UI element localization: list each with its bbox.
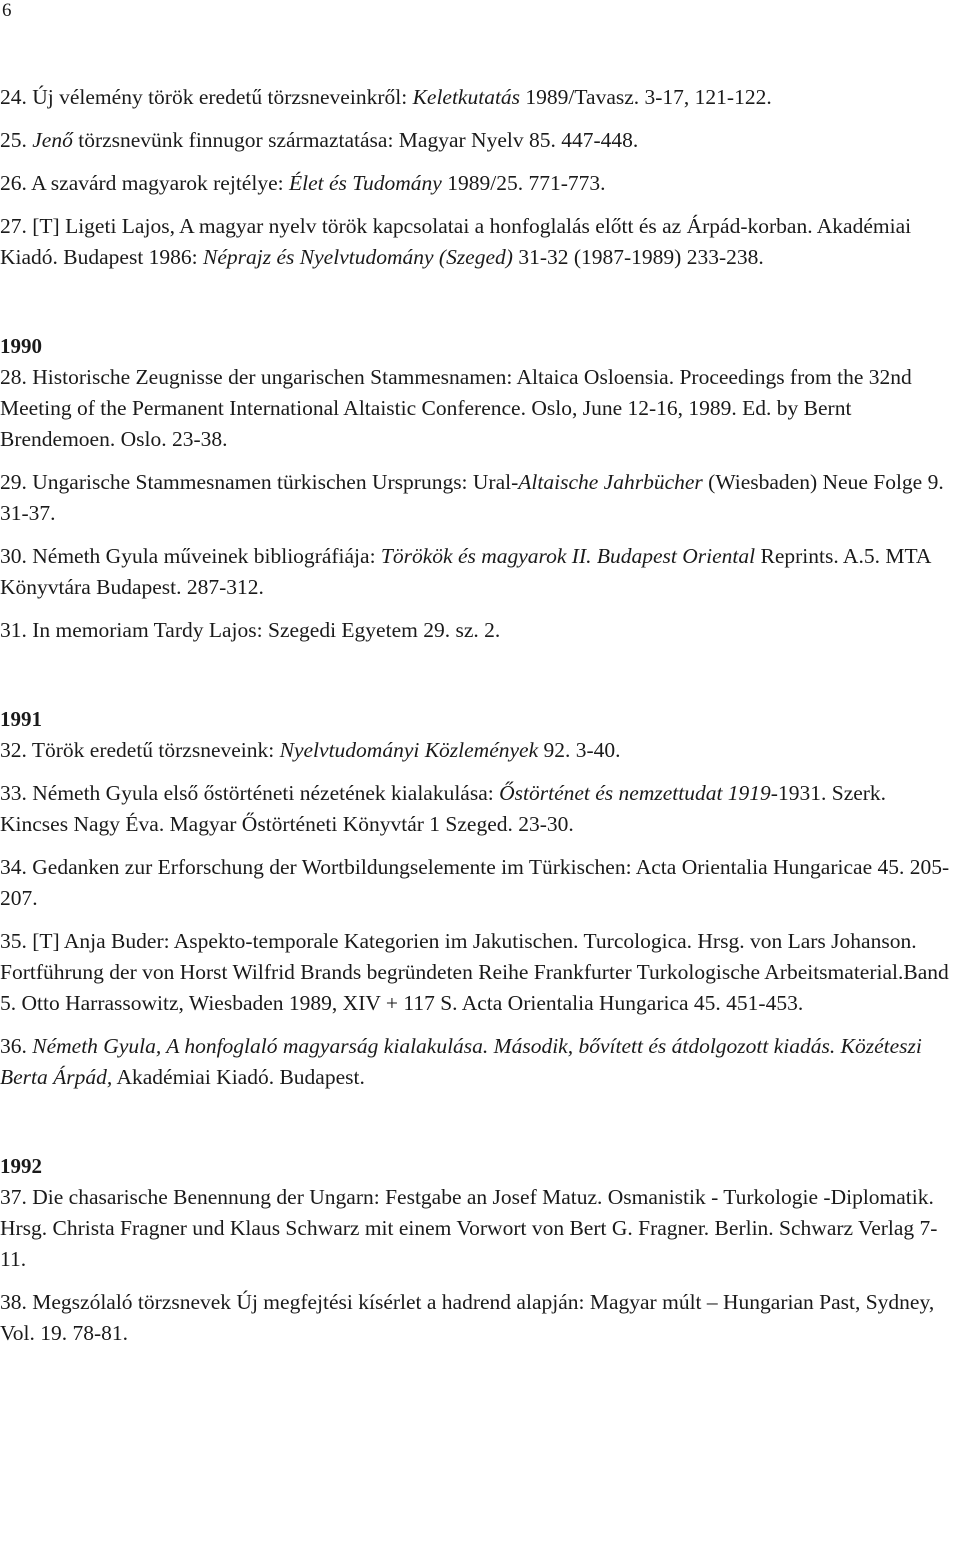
spacer [0, 1105, 950, 1151]
entry-text: 1989/Tavasz. 3-17, 121-122. [520, 85, 772, 109]
bibliography-entry-32 [0, 735, 950, 766]
bibliography-entry-27 [0, 211, 950, 273]
bibliography-entry-37 [0, 1182, 950, 1275]
entry-text: 33. Németh Gyula első őstörténeti nézetének kialakulása: [0, 781, 500, 805]
entry-italic-text: Őstörténet és nemzettudat 1919- [499, 781, 778, 805]
entries-1990 [0, 362, 950, 646]
entry-italic-text: Néprajz és Nyelvtudomány (Szeged) [203, 245, 513, 269]
year-heading-1991: 1991 [0, 707, 42, 731]
entry-text: 32. Török eredetű törzsneveink: [0, 738, 280, 762]
entry-text: törzsnevünk finnugor származtatása: Magyar Nyelv 85. 447-448. [72, 128, 639, 152]
entry-italic-text: Nyelvtudományi Közlemények [279, 738, 539, 762]
bibliography-entry-31 [0, 615, 950, 646]
entry-text: Reprints. A.5. MTA Könyvtára Budapest. 287-312. [0, 544, 931, 599]
bibliography-entry-38 [0, 1287, 950, 1349]
bibliography-entry-33 [0, 778, 950, 840]
bibliography-entry-28 [0, 362, 950, 455]
entry-italic-text: Jenő [32, 128, 73, 152]
spacer [0, 285, 950, 331]
bibliography-list [0, 82, 950, 1361]
year-heading-1990: 1990 [0, 334, 42, 358]
entries-1992 [0, 1182, 950, 1349]
bibliography-entry-35 [0, 926, 950, 1019]
entry-text: 25. [0, 128, 33, 152]
entry-text: 31. In memoriam Tardy Lajos: Szegedi Egyetem 29. sz. 2. [0, 618, 501, 642]
entry-text: Akadémiai Kiadó. Budapest. [112, 1065, 365, 1089]
entries-1991 [0, 735, 950, 1093]
entry-italic-text: Németh Gyula, A honfoglaló magyarság kialakulása. Második, bővített és átdolgozott kiadás. Közéteszi Berta Árpád, [0, 1034, 922, 1089]
bibliography-entry-30 [0, 541, 950, 603]
entry-text: 24. Új vélemény török eredetű törzsneveinkről: [0, 85, 413, 109]
entries-1989 [0, 82, 950, 273]
entry-text: 38. Megszólaló törzsnevek Új megfejtési kísérlet a hadrend alapján: Magyar múlt – Hungarian Past, Sydney, Vol. 19. 78-81. [0, 1290, 935, 1345]
entry-text: 27. [T] Ligeti Lajos, A magyar nyelv török kapcsolatai a honfoglalás előtt és az Árpád-korban. Akadémiai Kiadó. Budapest 1986: [0, 214, 912, 269]
bibliography-entry-29 [0, 467, 950, 529]
spacer [0, 658, 950, 704]
entry-text: 1989/25. 771-773. [441, 171, 606, 195]
entry-italic-text: Élet és Tudomány [288, 171, 442, 195]
entry-text: 34. Gedanken zur Erforschung der Wortbildungselemente im Türkischen: Acta Orientalia Hungaricae 45. 205-207. [0, 855, 950, 910]
entry-text: 37. Die chasarische Benennung der Ungarn: Festgabe an Josef Matuz. Osmanistik - Turkologie -Diplomatik. Hrsg. Christa Fragner und Klaus Schwarz mit einem Vorwort von Bert G. Fragner. Berlin. Schwarz Verlag 7-11. [0, 1185, 938, 1271]
entry-text: 28. Historische Zeugnisse der ungarischen Stammesnamen: Altaica Osloensia. Proceedings from the 32nd Meeting of the Permanent International Altaistic Conference. Oslo, June 12-16, 1989. Ed. by Bernt Brendemoen. Oslo. 23-38. [0, 365, 912, 451]
entry-text: (Wiesbaden) Neue Folge 9. 31-37. [0, 470, 944, 525]
bibliography-entry-26 [0, 168, 950, 199]
year-heading-1992: 1992 [0, 1154, 42, 1178]
entry-text: 30. Németh Gyula műveinek bibliográfiája: [0, 544, 381, 568]
entry-text: 31-32 (1987-1989) 233-238. [512, 245, 764, 269]
entry-text: 92. 3-40. [538, 738, 621, 762]
bibliography-entry-36 [0, 1031, 950, 1093]
entry-text: 35. [T] Anja Buder: Aspekto-temporale Kategorien im Jakutischen. Turcologica. Hrsg. von Lars Johanson. Fortführung der von Horst Wilfrid Brands begründeten Reihe Frankfurter Turkologische Arbeitsmaterial.Band 5. Otto Harrassowitz, Wiesbaden 1989, XIV + 117 S. Acta Orientalia Hungarica 45. 451-453. [0, 929, 949, 1015]
entry-italic-text: Törökök és magyarok II. Budapest Oriental [380, 544, 756, 568]
entry-text: 1931. Szerk. Kincses Nagy Éva. Magyar Őstörténeti Könyvtár 1 Szeged. 23-30. [0, 781, 887, 836]
entry-text: 36. [0, 1034, 33, 1058]
page-number: 6 [2, 0, 12, 21]
entry-italic-text: Altaische Jahrbücher [518, 470, 703, 494]
entry-text: 29. Ungarische Stammesnamen türkischen Ursprungs: Ural- [0, 470, 519, 494]
bibliography-entry-24 [0, 82, 950, 113]
entry-italic-text: Keletkutatás [412, 85, 521, 109]
entry-text: 26. A szavárd magyarok rejtélye: [0, 171, 289, 195]
bibliography-entry-34 [0, 852, 950, 914]
bibliography-entry-25 [0, 125, 950, 156]
